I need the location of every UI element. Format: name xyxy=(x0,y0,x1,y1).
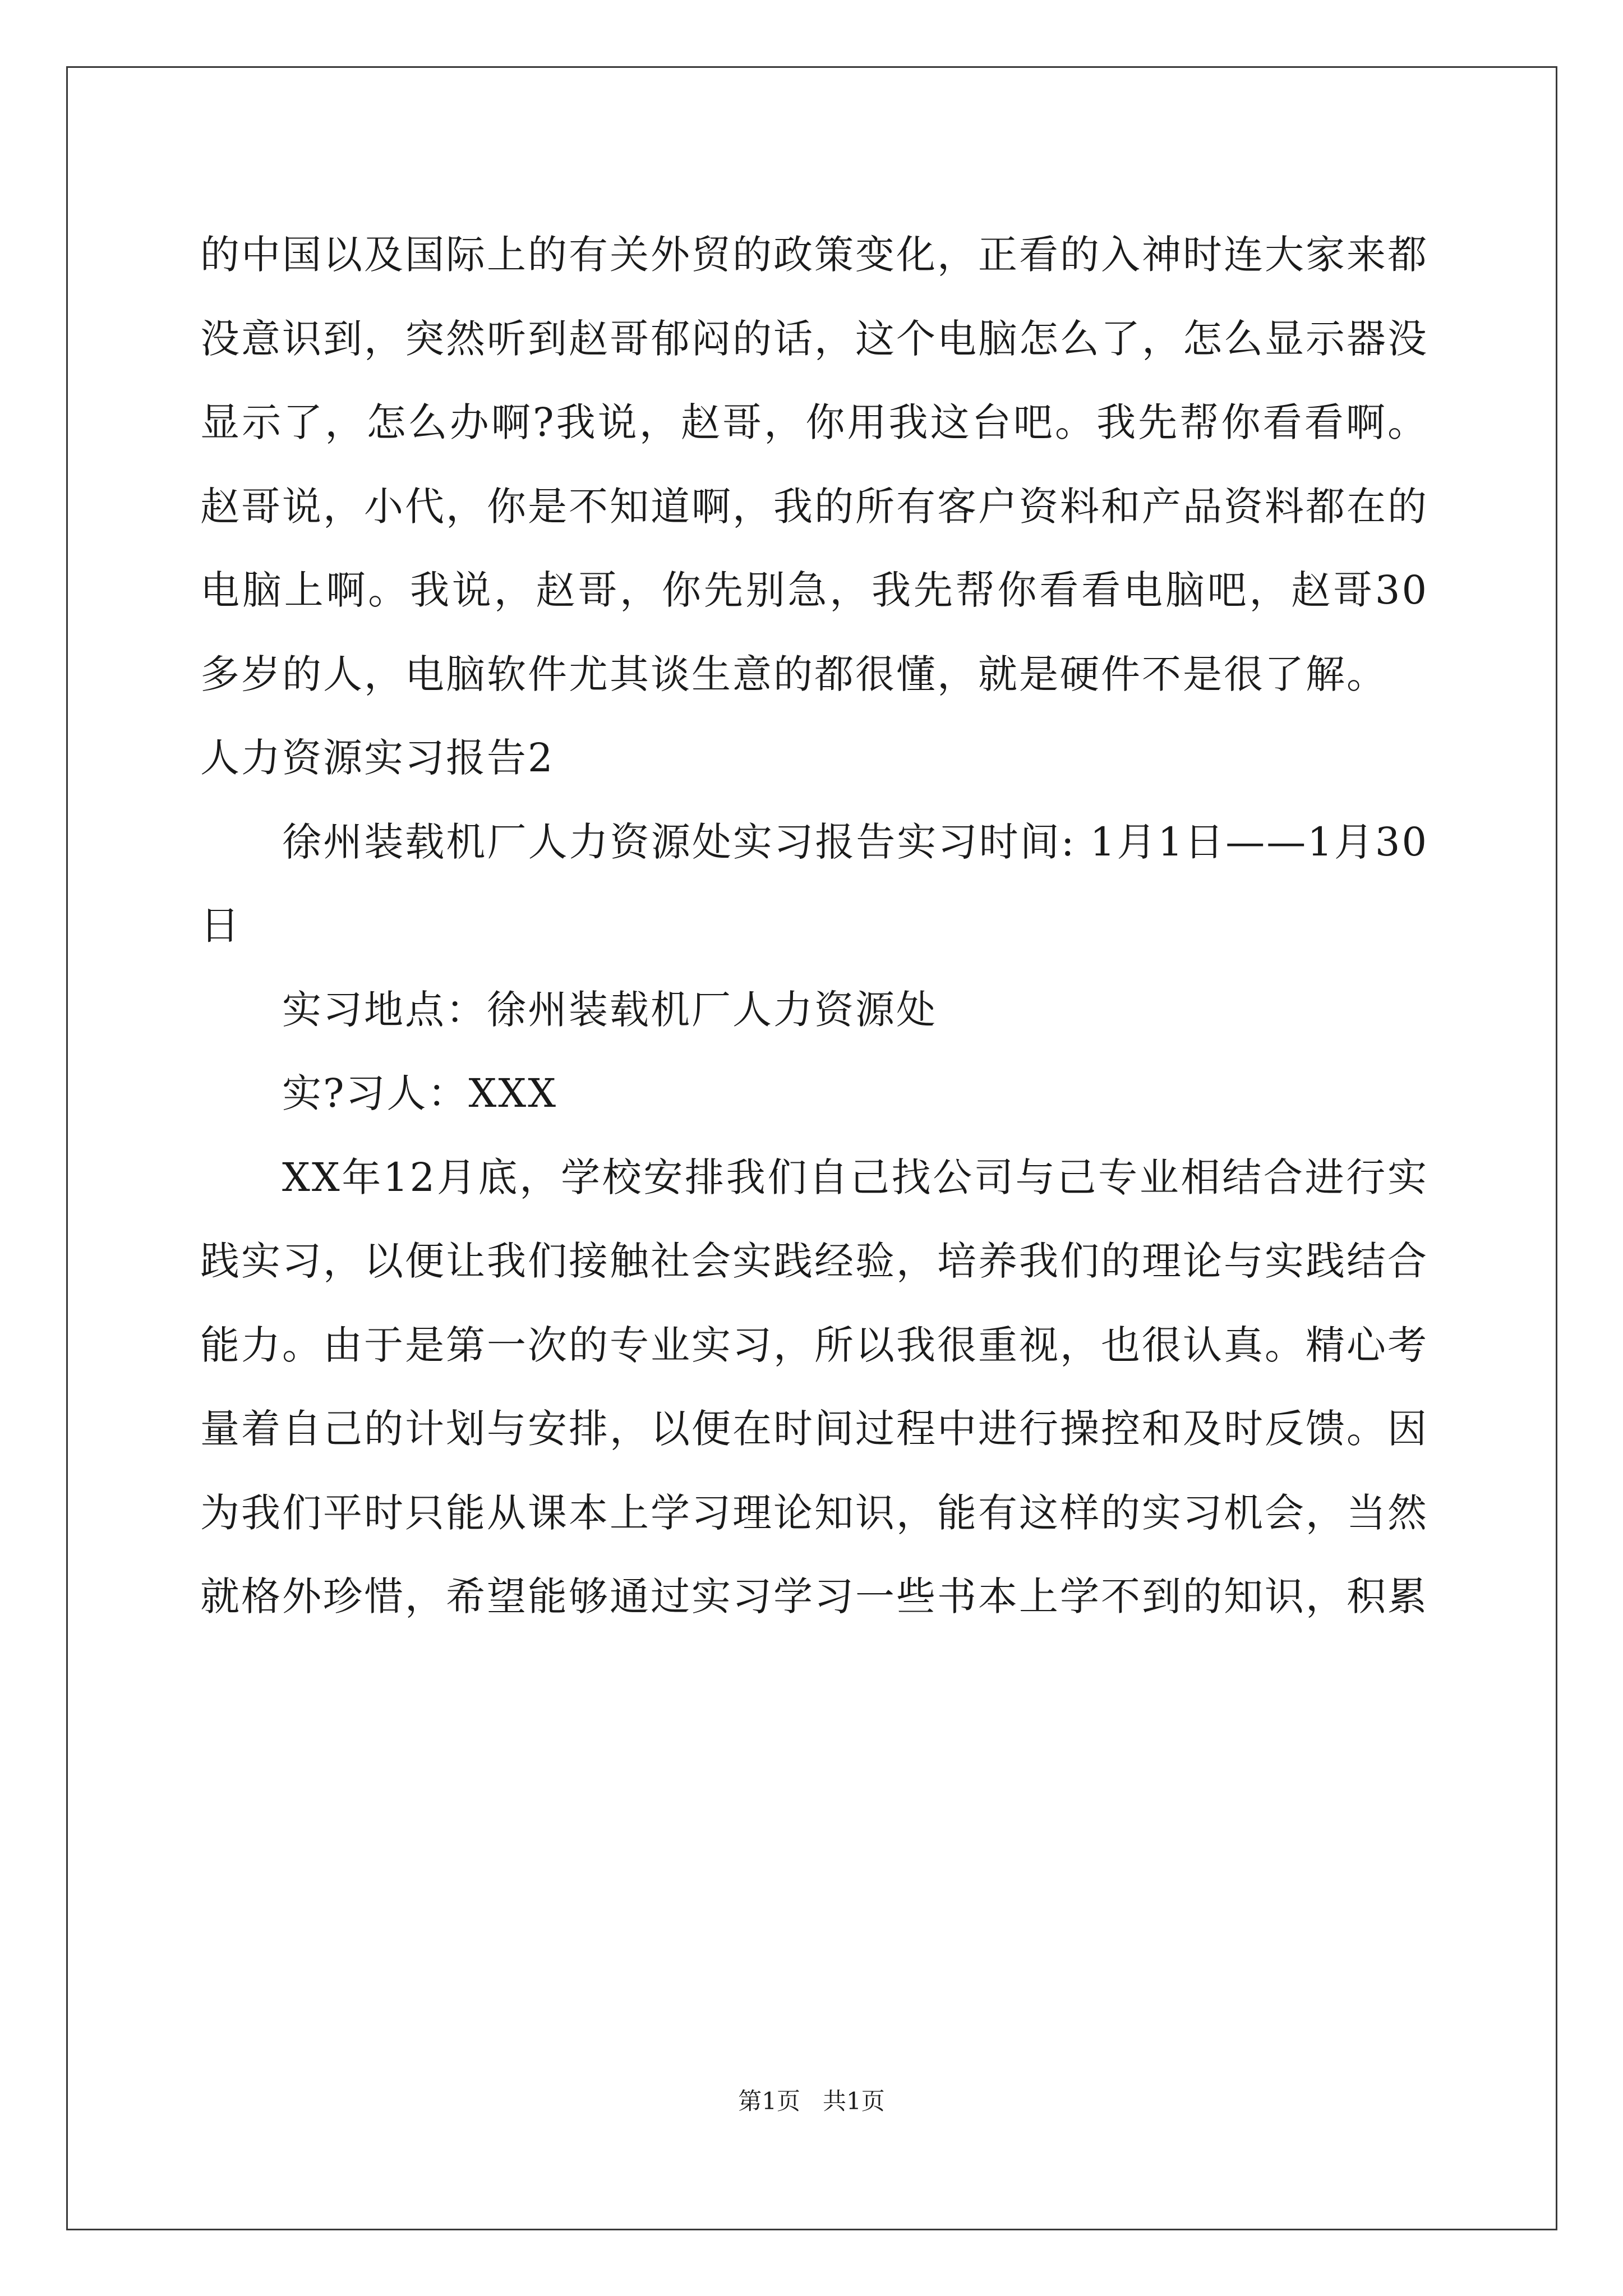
body-paragraph: 的中国以及国际上的有关外贸的政策变化，正看的入神时连大家来都没意识到，突然听到赵哥郁闷的话，这个电脑怎么了，怎么显示器没显示了，怎么办啊?我说，赵哥，你用我这台吧。我先帮你看看啊。赵哥说，小代，你是不知道啊，我的所有客户资料和产品资料都在的电脑上啊。我说，赵哥，你先别急，我先帮你看看电脑吧，赵哥30多岁的人，电脑软件尤其谈生意的都很懂，就是硬件不是很了解。 xyxy=(200,232,1428,697)
intern-name: 实?习人：XXX xyxy=(282,1070,558,1116)
page-footer: 第1页 共1页 xyxy=(738,2087,885,2115)
document-body xyxy=(200,213,1428,1639)
body-paragraph: XX年12月底，学校安排我们自己找公司与己专业相结合进行实践实习，以便让我们接触社会实践经验，培养我们的理论与实践结合能力。由于是第一次的专业实习，所以我很重视，也很认真。精心考量着自己的计划与安排，以便在时间过程中进行操控和及时反馈。因为我们平时只能从课本上学习理论知识，能有这样的实习机会，当然就格外珍惜，希望能够通过实习学习一些书本上学不到的知识，积累 xyxy=(200,1154,1428,1619)
internship-location: 实习地点：徐州装载机厂人力资源处 xyxy=(282,986,937,1033)
report-title-line: 徐州装载机厂人力资源处实习报告实习时间: 1月1日——1月30日 xyxy=(200,818,1428,949)
section-heading: 人力资源实习报告2 xyxy=(200,735,555,781)
